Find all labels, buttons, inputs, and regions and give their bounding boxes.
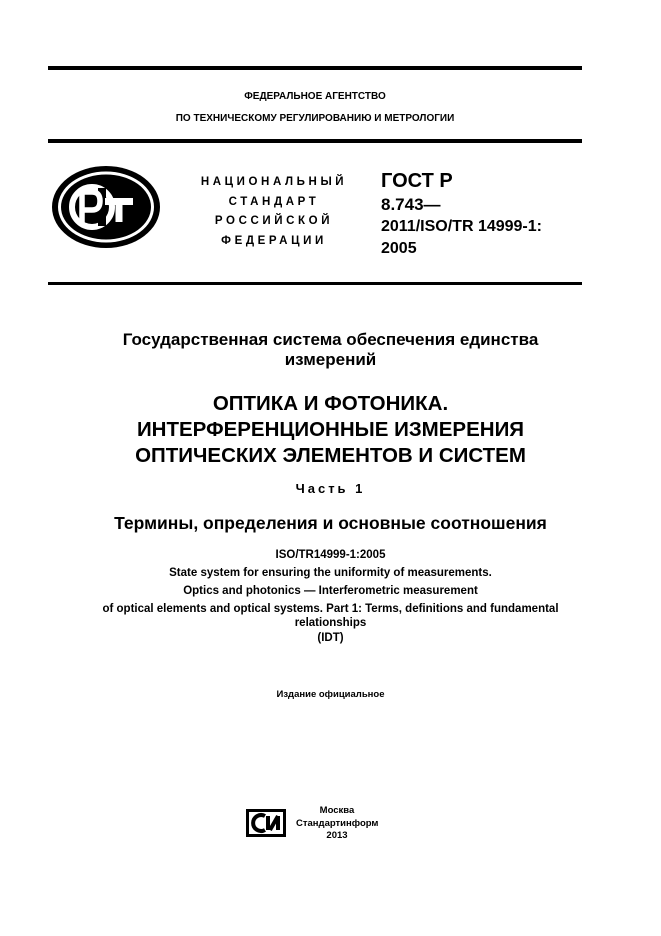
international-line: State system for ensuring the uniformity of measurements. xyxy=(169,567,492,579)
publisher-info xyxy=(296,805,378,843)
document-subtitle: Термины, определения и основные соотношения xyxy=(114,513,547,533)
publisher-city: Москва xyxy=(319,805,355,816)
international-designation xyxy=(0,546,661,647)
national-line: РОССИЙСКОЙ xyxy=(214,215,334,227)
header-divider xyxy=(48,139,582,143)
part-label: Часть 1 xyxy=(295,481,366,496)
rst-logo-icon xyxy=(50,164,162,250)
agency-header xyxy=(48,86,582,130)
system-title-line-2: измерений xyxy=(284,350,377,369)
standard-divider xyxy=(48,282,582,285)
publisher-name: Стандартинформ xyxy=(296,817,379,829)
document-title xyxy=(0,391,661,469)
designation-line-3: 2011/ISO/TR 14999-1: xyxy=(381,218,542,235)
system-title-line-1: Государственная система обеспечения единства xyxy=(122,330,539,349)
title-line: ИНТЕРФЕРЕНЦИОННЫЕ ИЗМЕРЕНИЯ xyxy=(136,418,525,441)
agency-line-1: ФЕДЕРАЛЬНОЕ АГЕНТСТВО xyxy=(244,91,386,102)
designation-line-2: 8.743— xyxy=(381,195,441,214)
international-line: (IDT) xyxy=(317,632,344,644)
title-line: ОПТИЧЕСКИХ ЭЛЕМЕНТОВ И СИСТЕМ xyxy=(135,444,526,467)
title-line: ОПТИКА И ФОТОНИКА. xyxy=(212,392,449,415)
national-line: ФЕДЕРАЦИИ xyxy=(221,234,327,247)
standard-designation xyxy=(381,169,591,260)
publication-year: 2013 xyxy=(326,830,348,841)
designation-line-4: 2005 xyxy=(381,240,417,257)
national-standard-label xyxy=(170,173,378,251)
system-title xyxy=(0,330,661,370)
top-rule xyxy=(48,66,582,70)
agency-line-2: ПО ТЕХНИЧЕСКОМУ РЕГУЛИРОВАНИЮ И МЕТРОЛОГИИ xyxy=(175,113,455,124)
edition-label: Издание официальное xyxy=(276,689,385,700)
international-line: of optical elements and optical systems. Part 1: Terms, definitions and fundamental xyxy=(102,603,559,615)
designation-line-1: ГОСТ Р xyxy=(381,170,453,192)
national-line: НАЦИОНАЛЬНЫЙ xyxy=(200,176,348,188)
international-line: Optics and photonics — Interferometric measurement xyxy=(183,585,478,597)
standartinform-logo-icon xyxy=(245,808,287,838)
international-line: relationships xyxy=(294,617,367,629)
national-line: СТАНДАРТ xyxy=(228,195,320,208)
international-line: ISO/TR14999-1:2005 xyxy=(275,549,386,561)
